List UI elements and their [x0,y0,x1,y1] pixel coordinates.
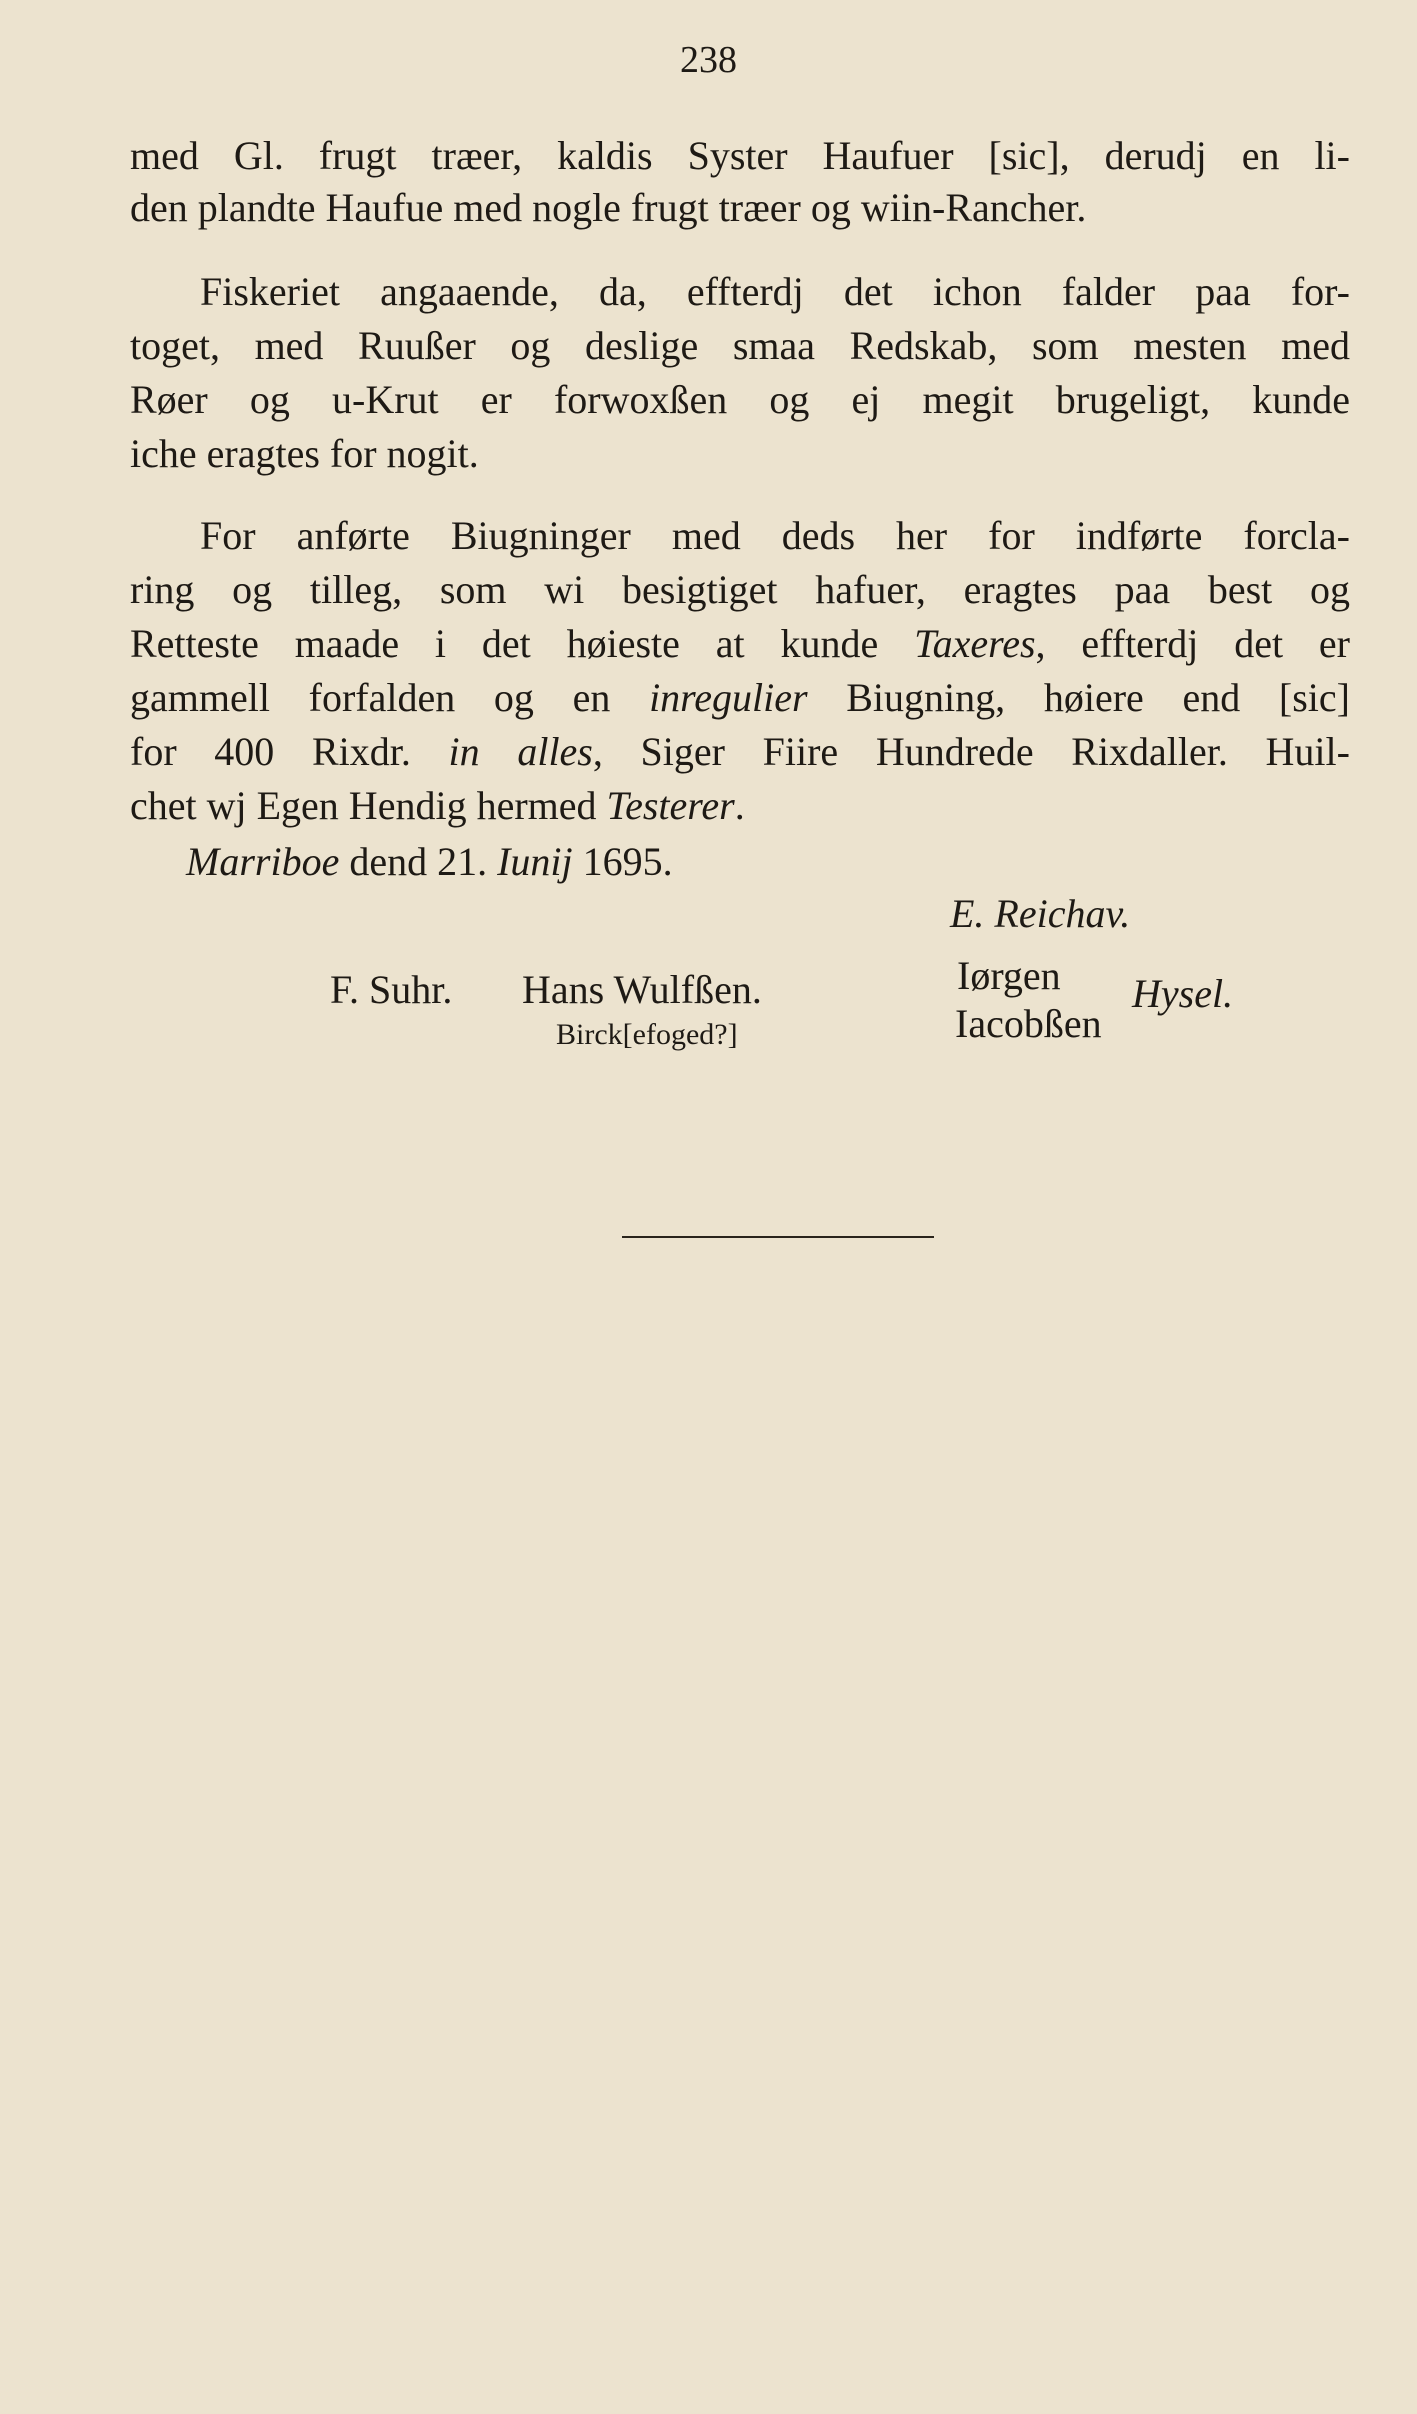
signature-wulffsen: Hans Wulfßen. [522,967,762,1012]
signature-jorgen: Iørgen [957,953,1061,998]
paragraph-3-line-5 [130,726,1350,778]
paragraph-3-line-4 [130,672,1350,724]
month-name: Iunij [497,839,573,884]
paragraph-1-line-1: med Gl. frugt træer, kaldis Syster Haufuer [sic], derudj en li- [130,133,1350,178]
paragraph-2-line-4: iche eragtes for nogit. [130,431,479,476]
text-run: dend 21. [339,839,498,884]
signature-reichav [950,890,1130,937]
signature-name: Hysel. [1132,971,1234,1016]
signature-jacobsen: Iacobßen [955,1001,1102,1046]
text-run: chet wj Egen Hendig hermed [130,783,607,828]
paragraph-3-line-2: ring og tilleg, som wi besigtiget hafuer, eragtes paa best og [130,567,1350,612]
page-number: 238 [680,39,737,81]
paragraph-1-line-2: den plandte Haufue med nogle frugt træer og wiin-Rancher. [130,185,1087,230]
signature-hysel [1132,970,1233,1017]
paragraph-2-line-2: toget, med Ruußer og deslige smaa Redskab, som mesten med [130,323,1350,368]
text-run: Retteste maade i det høieste at kunde [130,621,915,666]
paragraph-2-line-3: Røer og u-Krut er forwoxßen og ej megit brugeligt, kunde [130,377,1350,422]
text-run: Biugning, høiere end [sic] [807,675,1350,720]
italic-term: Testerer [606,783,735,828]
italic-term: in alles [448,729,593,774]
text-run: for 400 Rixdr. [130,729,449,774]
text-run: 1695. [572,839,673,884]
text-run: gammell forfalden og en [130,675,650,720]
text-run: . [734,783,745,828]
text-run: , effterdj det er [1035,621,1351,666]
signature-name: E. Reichav. [950,891,1131,936]
text-run: , Siger Fiire Hundrede Rixdaller. Huil- [592,729,1350,774]
italic-term: inregulier [649,675,808,720]
signature-wulffsen-title: Birck[efoged?] [556,1018,738,1051]
paragraph-3-line-6 [130,780,1280,832]
signature-suhr: F. Suhr. [330,967,453,1012]
italic-term: Taxeres [914,621,1036,666]
paragraph-3-line-3 [130,618,1350,670]
section-rule [622,1236,934,1238]
dateline [186,836,1336,888]
paragraph-3-line-1: For anførte Biugninger med deds her for indførte forcla- [200,513,1350,558]
paragraph-2-line-1: Fiskeriet angaaende, da, effterdj det ichon falder paa for- [200,269,1350,314]
place-name: Marriboe [186,839,340,884]
